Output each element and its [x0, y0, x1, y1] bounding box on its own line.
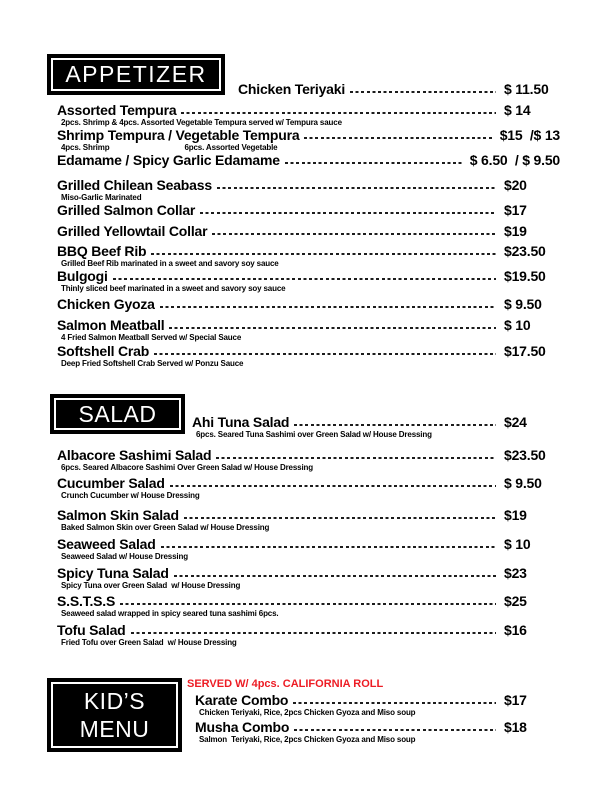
item-price: $ 6.50 / $ 9.50	[469, 152, 560, 168]
item-price: $ 10	[504, 536, 531, 552]
item-name: Salmon Meatball	[57, 317, 165, 333]
dotted-leader	[216, 457, 496, 459]
menu-item-karate-combo	[57, 692, 560, 717]
dotted-leader	[161, 546, 496, 548]
dotted-leader	[131, 632, 496, 634]
item-name: Karate Combo	[195, 692, 289, 708]
item-description: 4 Fried Salmon Meatball Served w/ Special Sauce	[61, 333, 242, 342]
item-name: Tofu Salad	[57, 622, 126, 638]
item-name: Softshell Crab	[57, 343, 150, 359]
item-description: Fried Tofu over Green Salad w/ House Dressing	[61, 638, 237, 647]
item-price: $23.50	[504, 447, 546, 463]
dotted-leader	[113, 278, 496, 280]
item-price: $20	[504, 177, 527, 193]
item-description: Thinly sliced beef marinated in a sweet and savory soy sauce	[61, 284, 286, 293]
appetizer-item-list	[57, 81, 560, 368]
menu-item-cucumber-salad	[57, 475, 560, 500]
menu-item-musha-combo	[57, 719, 560, 744]
item-price: $15 /$ 13	[499, 127, 560, 143]
item-price: $ 9.50	[504, 475, 542, 491]
item-price: $23	[504, 565, 527, 581]
item-price: $ 10	[504, 317, 531, 333]
dotted-leader	[285, 162, 462, 164]
salad-title: SALAD	[78, 400, 157, 427]
dotted-leader	[212, 233, 496, 235]
menu-item-shrimp-vegetable-tempura	[57, 127, 560, 152]
kids-menu-item-list	[57, 679, 560, 744]
item-description: Deep Fried Softshell Crab Served w/ Ponzu Sauce	[61, 359, 244, 368]
item-description: 6pcs. Seared Albacore Sashimi Over Green Salad w/ House Dressing	[61, 463, 313, 472]
menu-item-albacore-sashimi-salad	[57, 447, 560, 472]
dotted-leader	[294, 729, 496, 731]
dotted-leader	[200, 212, 496, 214]
dotted-leader	[120, 603, 496, 605]
item-price: $17.50	[504, 343, 546, 359]
item-description: Grilled Beef Rib marinated in a sweet and savory soy sauce	[61, 259, 279, 268]
dotted-leader	[184, 517, 496, 519]
dotted-leader	[160, 306, 496, 308]
kids-title-line1: KID’S	[83, 688, 146, 714]
item-description: Miso-Garlic Marinated	[61, 193, 142, 202]
item-name: Chicken Gyoza	[57, 296, 155, 312]
item-price: $19	[504, 223, 527, 239]
dotted-leader	[151, 253, 496, 255]
menu-item-salmon-collar	[57, 202, 560, 218]
menu-item-assorted-tempura	[57, 102, 560, 127]
item-description-part2: 6pcs. Assorted Vegetable	[184, 143, 278, 152]
menu-item-chicken-teriyaki	[57, 81, 560, 97]
item-name: Spicy Tuna Salad	[57, 565, 169, 581]
item-price: $23.50	[504, 243, 546, 259]
item-name: S.S.T.S.S	[57, 593, 116, 609]
item-description: Chicken Teriyaki, Rice, 2pcs Chicken Gyoza and Miso soup	[199, 708, 416, 717]
menu-item-edamame	[57, 152, 560, 168]
kids-note: SERVED W/ 4pcs. CALIFORNIA ROLL	[187, 678, 384, 690]
dotted-leader	[169, 327, 496, 329]
dotted-leader	[174, 575, 496, 577]
dotted-leader	[170, 485, 496, 487]
menu-item-bulgogi	[57, 268, 560, 293]
dotted-leader	[154, 353, 496, 355]
item-name: Salmon Skin Salad	[57, 507, 179, 523]
menu-item-tofu-salad	[57, 622, 560, 647]
dotted-leader	[350, 91, 496, 93]
item-price: $17	[504, 692, 527, 708]
item-price: $25	[504, 593, 527, 609]
item-description: Spicy Tuna over Green Salad w/ House Dressing	[61, 581, 241, 590]
item-description	[57, 143, 560, 152]
item-name: Grilled Yellowtail Collar	[57, 223, 208, 239]
menu-item-chilean-seabass	[57, 177, 560, 202]
item-price: $19.50	[504, 268, 546, 284]
menu-item-seaweed-salad	[57, 536, 560, 561]
item-description: 2pcs. Shrimp & 4pcs. Assorted Vegetable Tempura served w/ Tempura sauce	[61, 118, 342, 127]
item-price: $ 9.50	[504, 296, 542, 312]
item-description: Crunch Cucumber w/ House Dressing	[61, 491, 200, 500]
item-description: Salmon Teriyaki, Rice, 2pcs Chicken Gyoza and Miso soup	[199, 735, 416, 744]
menu-item-spicy-tuna-salad	[57, 565, 560, 590]
item-name: Ahi Tuna Salad	[192, 414, 290, 430]
item-description: Seaweed Salad w/ House Dressing	[61, 552, 188, 561]
item-name: Seaweed Salad	[57, 536, 156, 552]
salad-item-list	[57, 414, 560, 647]
appetizer-title: APPETIZER	[65, 61, 207, 87]
menu-item-yellowtail-collar	[57, 223, 560, 239]
item-name: Bulgogi	[57, 268, 108, 284]
item-name: Edamame / Spicy Garlic Edamame	[57, 152, 280, 168]
item-name: Shrimp Tempura / Vegetable Tempura	[57, 127, 300, 143]
item-description: Baked Salmon Skin over Green Salad w/ House Dressing	[61, 523, 270, 532]
item-name: Grilled Salmon Collar	[57, 202, 196, 218]
item-name: Chicken Teriyaki	[238, 81, 346, 97]
dotted-leader	[294, 424, 496, 426]
menu-item-sstss	[57, 593, 560, 618]
item-name: Musha Combo	[195, 719, 290, 735]
item-description: Seaweed salad wrapped in spicy seared tuna sashimi 6pcs.	[61, 609, 279, 618]
dotted-leader	[293, 702, 496, 704]
dotted-leader	[217, 187, 496, 189]
menu-item-softshell-crab	[57, 343, 560, 368]
item-description: 6pcs. Seared Tuna Sashimi over Green Salad w/ House Dressing	[196, 430, 432, 439]
item-name: BBQ Beef Rib	[57, 243, 147, 259]
item-name: Grilled Chilean Seabass	[57, 177, 212, 193]
menu-item-ahi-tuna-salad	[57, 414, 560, 439]
item-price: $16	[504, 622, 527, 638]
menu-item-salmon-skin-salad	[57, 507, 560, 532]
item-price: $ 14	[504, 102, 531, 118]
kids-title-line2: MENU	[79, 716, 150, 742]
dotted-leader	[181, 112, 496, 114]
item-description-part1: 4pcs. Shrimp	[61, 143, 110, 152]
item-price: $24	[504, 414, 527, 430]
item-name: Assorted Tempura	[57, 102, 177, 118]
item-name: Cucumber Salad	[57, 475, 165, 491]
item-price: $ 11.50	[504, 81, 549, 97]
item-price: $18	[504, 719, 527, 735]
item-price: $17	[504, 202, 527, 218]
item-price: $19	[504, 507, 527, 523]
menu-item-salmon-meatball	[57, 317, 560, 342]
menu-item-chicken-gyoza	[57, 296, 560, 312]
menu-item-bbq-beef-rib	[57, 243, 560, 268]
dotted-leader	[304, 137, 491, 139]
item-name: Albacore Sashimi Salad	[57, 447, 212, 463]
